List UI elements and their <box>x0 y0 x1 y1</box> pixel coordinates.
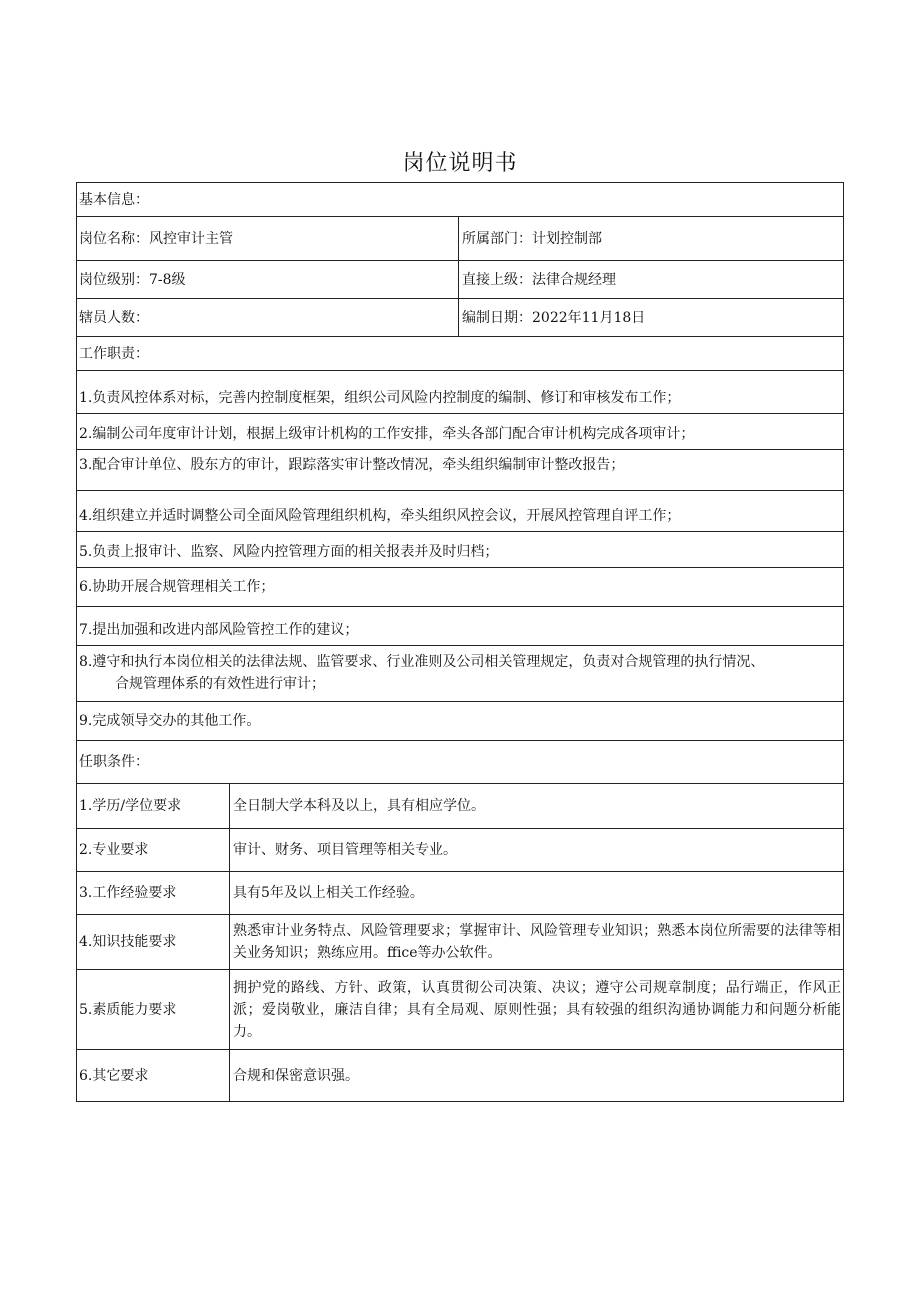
requirement-row <box>76 1050 844 1102</box>
requirement-row <box>76 915 844 970</box>
duty-item: 9.完成领导交办的其他工作。 <box>79 713 261 729</box>
duty-row <box>76 450 844 491</box>
duty-item-line-1: 8.遵守和执行本岗位相关的法律法规、监管要求、行业准则及公司相关管理规定，负责对合规管理的执行情况、 <box>79 654 765 670</box>
position-name: 岗位名称：风控审计主管 <box>77 217 459 260</box>
requirement-row <box>76 872 844 915</box>
basic-info-header-row <box>76 182 844 217</box>
duty-row <box>76 371 844 414</box>
duty-row <box>76 702 844 741</box>
requirement-value: 具有5年及以上相关工作经验。 <box>233 885 424 901</box>
requirements-header-row <box>76 741 844 784</box>
requirement-value: 熟悉审计业务特点、风险管理要求；掌握审计、风险管理专业知识；熟悉本岗位所需要的法律等相关业务知识；熟练应用。ffice等办公软件。 <box>233 923 841 961</box>
basic-info-row <box>76 261 844 299</box>
requirement-value: 全日制大学本科及以上，具有相应学位。 <box>233 798 485 814</box>
requirement-label: 3.工作经验要求 <box>77 872 230 914</box>
compile-date: 编制日期：2022年11月18日 <box>462 309 646 326</box>
duty-row <box>76 491 844 532</box>
requirement-label: 5.素质能力要求 <box>77 970 230 1049</box>
duty-item: 6.协助开展合规管理相关工作； <box>79 579 275 595</box>
requirement-row <box>76 970 844 1050</box>
department: 所属部门：计划控制部 <box>462 230 602 247</box>
duty-row <box>76 532 844 568</box>
basic-info-row <box>76 217 844 261</box>
duties-header-row <box>76 337 844 371</box>
duty-item: 4.组织建立并适时调整公司全面风险管理组织机构，牵头组织风控会议，开展风控管理自评工作； <box>79 508 681 524</box>
requirements-label: 任职条件： <box>79 754 149 770</box>
duty-row <box>76 568 844 607</box>
job-description-table <box>76 182 844 1102</box>
requirement-label: 2.专业要求 <box>77 829 230 871</box>
position-level: 岗位级别：7-8级 <box>77 261 459 298</box>
requirement-label: 4.知识技能要求 <box>77 915 230 969</box>
duty-item: 1.负责风控体系对标，完善内控制度框架，组织公司风险内控制度的编制、修订和审核发布工作； <box>79 390 681 406</box>
duty-item: 5.负责上报审计、监察、风险内控管理方面的相关报表并及时归档； <box>79 544 499 560</box>
requirement-row <box>76 829 844 872</box>
requirement-value: 合规和保密意识强。 <box>233 1067 359 1084</box>
duty-row <box>76 646 844 702</box>
duty-row <box>76 607 844 646</box>
document-title: 岗位说明书 <box>402 151 518 176</box>
basic-info-label: 基本信息： <box>79 191 149 208</box>
duties-label: 工作职责： <box>79 345 149 362</box>
duty-item-line-2: 合规管理体系的有效性进行审计； <box>115 676 325 692</box>
duty-item: 3.配合审计单位、股东方的审计，跟踪落实审计整改情况，牵头组织编制审计整改报告； <box>79 457 625 473</box>
requirement-label: 6.其它要求 <box>77 1050 230 1101</box>
direct-supervisor: 直接上级：法律合规经理 <box>462 271 616 288</box>
requirement-value: 审计、财务、项目管理等相关专业。 <box>233 842 457 858</box>
requirement-value: 拥护党的路线、方针、政策，认真贯彻公司决策、决议；遵守公司规章制度；品行端正，作风正派；爱岗敬业，廉洁自律；具有全局观、原则性强；具有较强的组织沟通协调能力和问题分析能力。 <box>233 979 841 1040</box>
duty-item <box>77 646 843 701</box>
subordinates-count: 辖员人数： <box>77 299 459 336</box>
duty-item: 2.编制公司年度审计计划，根据上级审计机构的工作安排，牵头各部门配合审计机构完成各项审计； <box>79 426 695 442</box>
basic-info-row <box>76 299 844 337</box>
requirement-row <box>76 784 844 829</box>
duty-row <box>76 414 844 450</box>
duty-item: 7.提出加强和改进内部风险管控工作的建议； <box>79 622 359 638</box>
requirement-label: 1.学历/学位要求 <box>77 784 230 828</box>
